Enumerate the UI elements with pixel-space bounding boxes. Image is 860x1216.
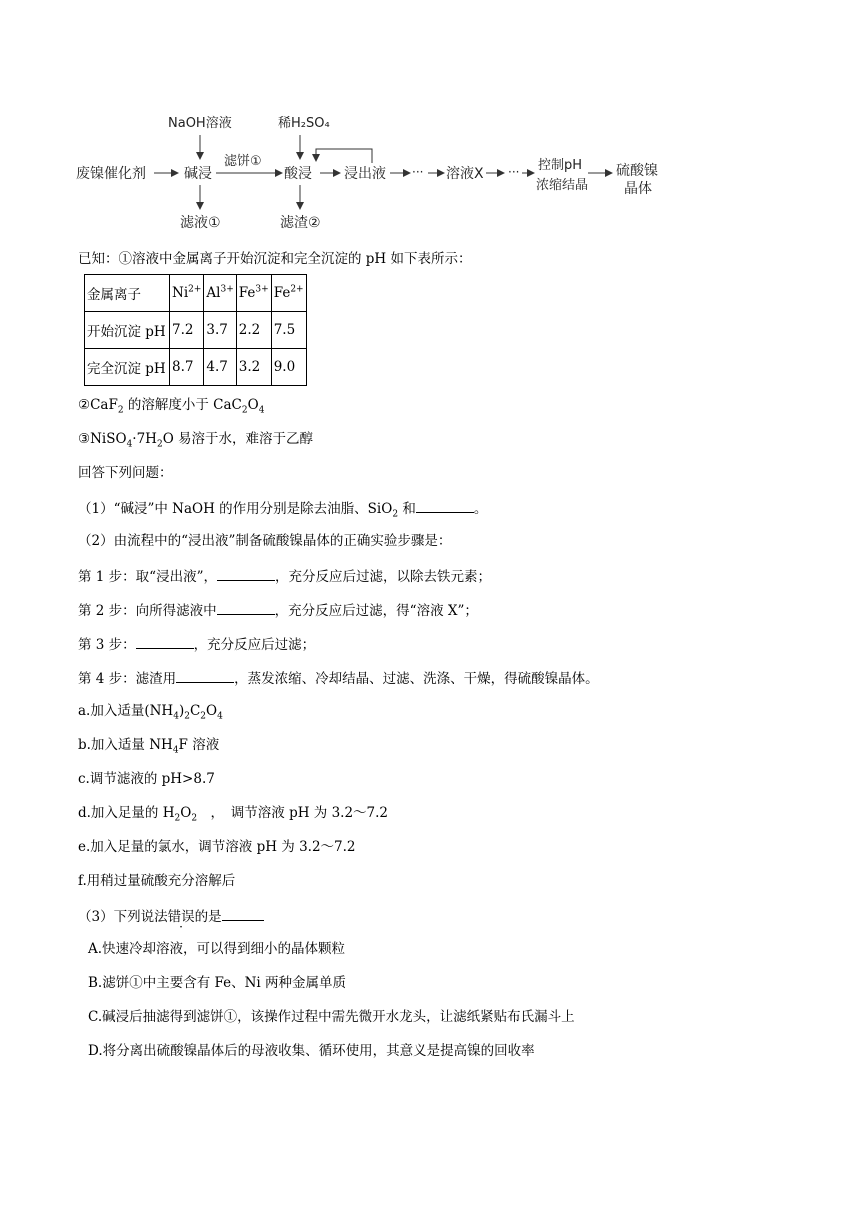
answer-blank[interactable] <box>136 634 194 649</box>
option-a: a.加入适量$(NH_4)_2C_2O_4$ <box>78 703 223 722</box>
choice-a: A.快速冷却溶液，可以得到细小的晶体颗粒 <box>88 941 346 957</box>
flow-product1: 硫酸镍 <box>616 163 658 179</box>
option-d: d.加入足量的 $H_2O_2$ ， 调节溶液 pH 为 3.2～7.2 <box>78 805 389 824</box>
flow-control2: 浓缩结晶 <box>536 178 589 193</box>
process-flow-diagram <box>70 105 690 240</box>
table-header-fe2: $Fe^{2+}$ <box>271 275 306 312</box>
question-2: （2）由流程中的“浸出液”制备硫酸镍晶体的正确实验步骤是： <box>78 533 452 549</box>
table-cell: 4.7 <box>204 349 236 386</box>
table-cell: 2.2 <box>236 312 271 349</box>
flow-start: 废镍催化剂 <box>76 166 146 182</box>
flow-acid: 酸浸 <box>284 166 312 182</box>
table-header-ion: 金属离子 <box>85 275 170 312</box>
table-cell: 3.2 <box>236 349 271 386</box>
table-cell: 完全沉淀 pH <box>85 349 170 386</box>
flow-naoh: NaOH溶液 <box>168 116 232 131</box>
answer-blank[interactable] <box>222 906 264 921</box>
answer-blank[interactable] <box>217 566 275 581</box>
note-2: ②CaF$_2$ 的溶解度小于 $CaC_2O_4$ <box>78 397 265 416</box>
table-row <box>85 312 307 349</box>
question-1: （1）“碱浸”中 NaOH 的作用分别是除去油脂、SiO$_2$ 和 。 <box>78 498 487 518</box>
flow-cake1: 滤饼① <box>224 154 262 169</box>
flow-product2: 晶体 <box>624 181 652 197</box>
flow-h2so4: 稀H₂SO₄ <box>278 116 330 131</box>
step-4: 第 4 步：滤渣用 ，蒸发浓缩、冷却结晶、过滤、洗涤、干燥，得硫酸镍晶体。 <box>78 668 599 688</box>
choice-c: C.碱浸后抽滤得到滤饼①，该操作过程中需先微开水龙头，让滤纸紧贴布氏漏斗上 <box>88 1009 575 1025</box>
known-intro: 已知：①溶液中金属离子开始沉淀和完全沉淀的 pH 如下表所示： <box>78 251 472 267</box>
table-row <box>85 349 307 386</box>
choice-d: D.将分离出硫酸镍晶体后的母液收集、循环使用，其意义是提高镍的回收率 <box>88 1043 535 1059</box>
flow-alkali: 碱浸 <box>184 166 212 182</box>
table-cell: 7.2 <box>170 312 204 349</box>
note-3: $③NiSO_4\cdot 7H_2O$ 易溶于水，难溶于乙醇 <box>78 431 314 450</box>
table-cell: 8.7 <box>170 349 204 386</box>
option-b: b.加入适量 $NH_4F$ 溶液 <box>78 737 220 756</box>
choice-b: B.滤饼①中主要含有 Fe、Ni 两种金属单质 <box>88 975 347 991</box>
table-cell: 3.7 <box>204 312 236 349</box>
answer-blank[interactable] <box>416 498 474 513</box>
option-c: c.调节滤液的 pH>8.7 <box>78 771 215 787</box>
answer-blank[interactable] <box>217 600 275 615</box>
table-header-ni: $Ni^{2+}$ <box>170 275 204 312</box>
answer-blank[interactable] <box>176 668 234 683</box>
table-header-al: $Al^{3+}$ <box>204 275 236 312</box>
step-1: 第 1 步：取“浸出液”， ，充分反应后过滤，以除去铁元素； <box>78 566 491 586</box>
table-cell: 9.0 <box>271 349 306 386</box>
option-f: f.用稍过量硫酸充分溶解后 <box>78 873 236 889</box>
table-cell: 7.5 <box>271 312 306 349</box>
flow-dots1: ··· <box>412 165 424 179</box>
flow-residue2: 滤渣② <box>280 215 321 231</box>
flow-leach: 浸出液 <box>344 166 386 182</box>
flow-solx: 溶液X <box>446 166 484 182</box>
table-cell: 开始沉淀 pH <box>85 312 170 349</box>
ion-ph-table <box>84 274 307 386</box>
question-3: （3）下列说法错误的是 <box>78 906 264 926</box>
flow-svg <box>70 105 690 240</box>
step-3: 第 3 步： ，充分反应后过滤； <box>78 634 315 654</box>
flow-filtrate1: 滤液① <box>180 215 221 231</box>
table-row <box>85 275 307 312</box>
flow-control1: 控制pH <box>538 158 583 173</box>
emphasis-text: 错误 <box>167 909 195 925</box>
table-header-fe3: $Fe^{3+}$ <box>236 275 271 312</box>
step-2: 第 2 步：向所得滤液中 ，充分反应后过滤，得“溶液 X”； <box>78 600 478 620</box>
flow-dots2: ··· <box>508 165 520 179</box>
answer-intro: 回答下列问题： <box>78 465 173 481</box>
option-e: e.加入足量的氯水，调节溶液 pH 为 3.2～7.2 <box>78 839 356 855</box>
